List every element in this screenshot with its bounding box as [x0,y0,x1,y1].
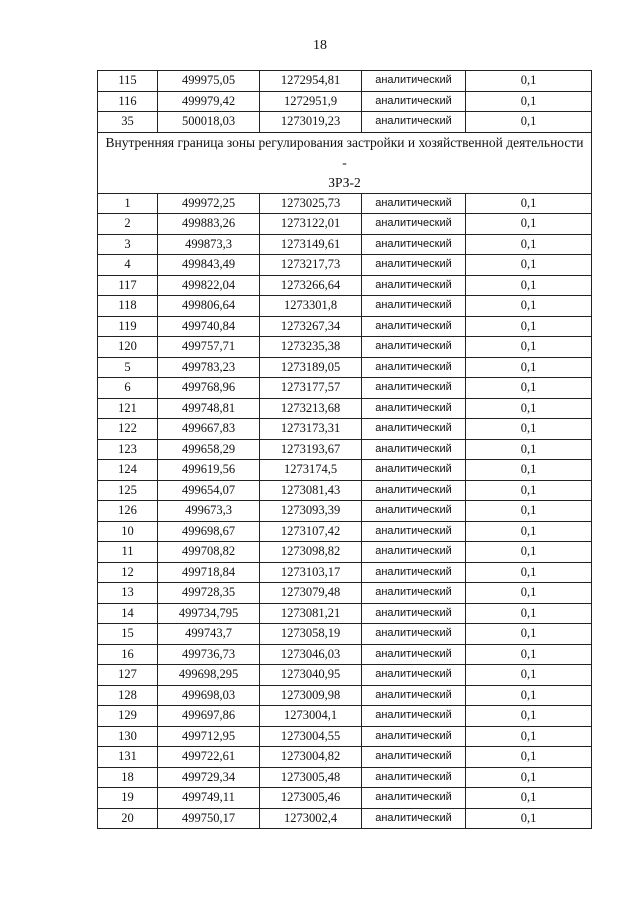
point-number-cell: 4 [98,255,158,276]
y-coordinate-cell: 1273177,57 [260,378,362,399]
method-cell: аналитический [362,398,466,419]
x-coordinate-cell: 499658,29 [158,439,260,460]
method-cell: аналитический [362,685,466,706]
accuracy-cell: 0,1 [466,685,592,706]
accuracy-cell: 0,1 [466,603,592,624]
x-coordinate-cell: 499697,86 [158,706,260,727]
point-number-cell: 18 [98,767,158,788]
table-row [98,214,592,235]
method-cell: аналитический [362,91,466,112]
page-number: 18 [313,38,327,53]
x-coordinate-cell: 499698,03 [158,685,260,706]
x-coordinate-cell: 499748,81 [158,398,260,419]
table-row [98,419,592,440]
point-number-cell: 13 [98,583,158,604]
method-cell: аналитический [362,316,466,337]
x-coordinate-cell: 499749,11 [158,788,260,809]
method-cell: аналитический [362,521,466,542]
method-cell: аналитический [362,583,466,604]
x-coordinate-cell: 499843,49 [158,255,260,276]
table-row [98,521,592,542]
method-cell: аналитический [362,747,466,768]
point-number-cell: 126 [98,501,158,522]
table-row [98,234,592,255]
method-cell: аналитический [362,234,466,255]
y-coordinate-cell: 1273122,01 [260,214,362,235]
accuracy-cell: 0,1 [466,460,592,481]
x-coordinate-cell: 499708,82 [158,542,260,563]
y-coordinate-cell: 1273005,46 [260,788,362,809]
accuracy-cell: 0,1 [466,726,592,747]
method-cell: аналитический [362,255,466,276]
point-number-cell: 129 [98,706,158,727]
point-number-cell: 121 [98,398,158,419]
accuracy-cell: 0,1 [466,562,592,583]
point-number-cell: 5 [98,357,158,378]
x-coordinate-cell: 499712,95 [158,726,260,747]
method-cell: аналитический [362,460,466,481]
method-cell: аналитический [362,644,466,665]
y-coordinate-cell: 1273217,73 [260,255,362,276]
table-row [98,398,592,419]
y-coordinate-cell: 1273213,68 [260,398,362,419]
point-number-cell: 11 [98,542,158,563]
table-row [98,255,592,276]
method-cell: аналитический [362,275,466,296]
table-row [98,480,592,501]
table-row [98,316,592,337]
method-cell: аналитический [362,562,466,583]
y-coordinate-cell: 1273107,42 [260,521,362,542]
x-coordinate-cell: 499619,56 [158,460,260,481]
x-coordinate-cell: 499750,17 [158,808,260,829]
y-coordinate-cell: 1273098,82 [260,542,362,563]
accuracy-cell: 0,1 [466,357,592,378]
table-row [98,788,592,809]
y-coordinate-cell: 1273081,43 [260,480,362,501]
y-coordinate-cell: 1273189,05 [260,357,362,378]
method-cell: аналитический [362,726,466,747]
accuracy-cell: 0,1 [466,583,592,604]
accuracy-cell: 0,1 [466,521,592,542]
x-coordinate-cell: 499975,05 [158,71,260,92]
x-coordinate-cell: 499740,84 [158,316,260,337]
table-row [98,112,592,133]
x-coordinate-cell: 499673,3 [158,501,260,522]
accuracy-cell: 0,1 [466,767,592,788]
table-row [98,562,592,583]
y-coordinate-cell: 1273019,23 [260,112,362,133]
y-coordinate-cell: 1273040,95 [260,665,362,686]
table-row [98,542,592,563]
x-coordinate-cell: 499722,61 [158,747,260,768]
table-row [98,706,592,727]
method-cell: аналитический [362,378,466,399]
section-title-line2: ЗРЗ-2 [328,174,361,190]
point-number-cell: 35 [98,112,158,133]
x-coordinate-cell: 499768,96 [158,378,260,399]
y-coordinate-cell: 1273093,39 [260,501,362,522]
method-cell: аналитический [362,337,466,358]
point-number-cell: 120 [98,337,158,358]
method-cell: аналитический [362,542,466,563]
accuracy-cell: 0,1 [466,214,592,235]
method-cell: аналитический [362,193,466,214]
accuracy-cell: 0,1 [466,112,592,133]
accuracy-cell: 0,1 [466,624,592,645]
accuracy-cell: 0,1 [466,542,592,563]
point-number-cell: 15 [98,624,158,645]
point-number-cell: 12 [98,562,158,583]
method-cell: аналитический [362,357,466,378]
table-row [98,460,592,481]
y-coordinate-cell: 1273235,38 [260,337,362,358]
accuracy-cell: 0,1 [466,419,592,440]
x-coordinate-cell: 499698,67 [158,521,260,542]
accuracy-cell: 0,1 [466,255,592,276]
accuracy-cell: 0,1 [466,71,592,92]
point-number-cell: 124 [98,460,158,481]
table-row [98,296,592,317]
x-coordinate-cell: 499698,295 [158,665,260,686]
method-cell: аналитический [362,214,466,235]
y-coordinate-cell: 1273174,5 [260,460,362,481]
point-number-cell: 16 [98,644,158,665]
point-number-cell: 123 [98,439,158,460]
table-row [98,808,592,829]
x-coordinate-cell: 499743,7 [158,624,260,645]
section-title-line1: Внутренняя граница зоны регулирования застройки и хозяйственной деятельности - [105,134,584,170]
point-number-cell: 6 [98,378,158,399]
x-coordinate-cell: 499728,35 [158,583,260,604]
point-number-cell: 20 [98,808,158,829]
table-row [98,275,592,296]
y-coordinate-cell: 1273005,48 [260,767,362,788]
point-number-cell: 2 [98,214,158,235]
method-cell: аналитический [362,480,466,501]
table-section [98,132,592,193]
point-number-cell: 130 [98,726,158,747]
table-row [98,644,592,665]
accuracy-cell: 0,1 [466,234,592,255]
coordinates-table [97,70,592,829]
table-row [98,378,592,399]
method-cell: аналитический [362,603,466,624]
y-coordinate-cell: 1273004,55 [260,726,362,747]
accuracy-cell: 0,1 [466,193,592,214]
point-number-cell: 122 [98,419,158,440]
point-number-cell: 10 [98,521,158,542]
accuracy-cell: 0,1 [466,747,592,768]
method-cell: аналитический [362,665,466,686]
table-row [98,439,592,460]
point-number-cell: 125 [98,480,158,501]
y-coordinate-cell: 1273103,17 [260,562,362,583]
y-coordinate-cell: 1273079,48 [260,583,362,604]
y-coordinate-cell: 1273301,8 [260,296,362,317]
method-cell: аналитический [362,112,466,133]
method-cell: аналитический [362,501,466,522]
x-coordinate-cell: 499972,25 [158,193,260,214]
method-cell: аналитический [362,788,466,809]
method-cell: аналитический [362,624,466,645]
table-row [98,603,592,624]
accuracy-cell: 0,1 [466,501,592,522]
accuracy-cell: 0,1 [466,275,592,296]
x-coordinate-cell: 499979,42 [158,91,260,112]
accuracy-cell: 0,1 [466,398,592,419]
x-coordinate-cell: 499806,64 [158,296,260,317]
table-row [98,767,592,788]
point-number-cell: 117 [98,275,158,296]
method-cell: аналитический [362,71,466,92]
point-number-cell: 119 [98,316,158,337]
point-number-cell: 131 [98,747,158,768]
y-coordinate-cell: 1273058,19 [260,624,362,645]
table-row [98,583,592,604]
accuracy-cell: 0,1 [466,788,592,809]
x-coordinate-cell: 499783,23 [158,357,260,378]
point-number-cell: 115 [98,71,158,92]
y-coordinate-cell: 1273267,34 [260,316,362,337]
y-coordinate-cell: 1272954,81 [260,71,362,92]
x-coordinate-cell: 500018,03 [158,112,260,133]
accuracy-cell: 0,1 [466,706,592,727]
table-row [98,91,592,112]
table-row [98,685,592,706]
x-coordinate-cell: 499873,3 [158,234,260,255]
x-coordinate-cell: 499883,26 [158,214,260,235]
accuracy-cell: 0,1 [466,808,592,829]
x-coordinate-cell: 499718,84 [158,562,260,583]
method-cell: аналитический [362,439,466,460]
method-cell: аналитический [362,296,466,317]
y-coordinate-cell: 1273025,73 [260,193,362,214]
accuracy-cell: 0,1 [466,439,592,460]
method-cell: аналитический [362,767,466,788]
table-row [98,501,592,522]
table-row [98,665,592,686]
y-coordinate-cell: 1272951,9 [260,91,362,112]
accuracy-cell: 0,1 [466,644,592,665]
method-cell: аналитический [362,808,466,829]
table-row [98,337,592,358]
point-number-cell: 127 [98,665,158,686]
method-cell: аналитический [362,706,466,727]
accuracy-cell: 0,1 [466,378,592,399]
accuracy-cell: 0,1 [466,296,592,317]
x-coordinate-cell: 499654,07 [158,480,260,501]
x-coordinate-cell: 499667,83 [158,419,260,440]
y-coordinate-cell: 1273173,31 [260,419,362,440]
point-number-cell: 116 [98,91,158,112]
point-number-cell: 1 [98,193,158,214]
y-coordinate-cell: 1273004,1 [260,706,362,727]
y-coordinate-cell: 1273004,82 [260,747,362,768]
table-row [98,71,592,92]
x-coordinate-cell: 499736,73 [158,644,260,665]
y-coordinate-cell: 1273193,67 [260,439,362,460]
section-header [98,132,592,193]
x-coordinate-cell: 499729,34 [158,767,260,788]
y-coordinate-cell: 1273009,98 [260,685,362,706]
table-row [98,726,592,747]
accuracy-cell: 0,1 [466,91,592,112]
table-row [98,357,592,378]
point-number-cell: 19 [98,788,158,809]
y-coordinate-cell: 1273046,03 [260,644,362,665]
table-row [98,747,592,768]
y-coordinate-cell: 1273081,21 [260,603,362,624]
accuracy-cell: 0,1 [466,316,592,337]
table-row [98,193,592,214]
x-coordinate-cell: 499734,795 [158,603,260,624]
y-coordinate-cell: 1273149,61 [260,234,362,255]
table-body-top [98,71,592,133]
table-row [98,624,592,645]
point-number-cell: 118 [98,296,158,317]
x-coordinate-cell: 499822,04 [158,275,260,296]
x-coordinate-cell: 499757,71 [158,337,260,358]
method-cell: аналитический [362,419,466,440]
point-number-cell: 3 [98,234,158,255]
table-body-bottom [98,193,592,829]
accuracy-cell: 0,1 [466,337,592,358]
point-number-cell: 128 [98,685,158,706]
y-coordinate-cell: 1273002,4 [260,808,362,829]
point-number-cell: 14 [98,603,158,624]
section-header-row [98,132,592,193]
accuracy-cell: 0,1 [466,480,592,501]
y-coordinate-cell: 1273266,64 [260,275,362,296]
accuracy-cell: 0,1 [466,665,592,686]
